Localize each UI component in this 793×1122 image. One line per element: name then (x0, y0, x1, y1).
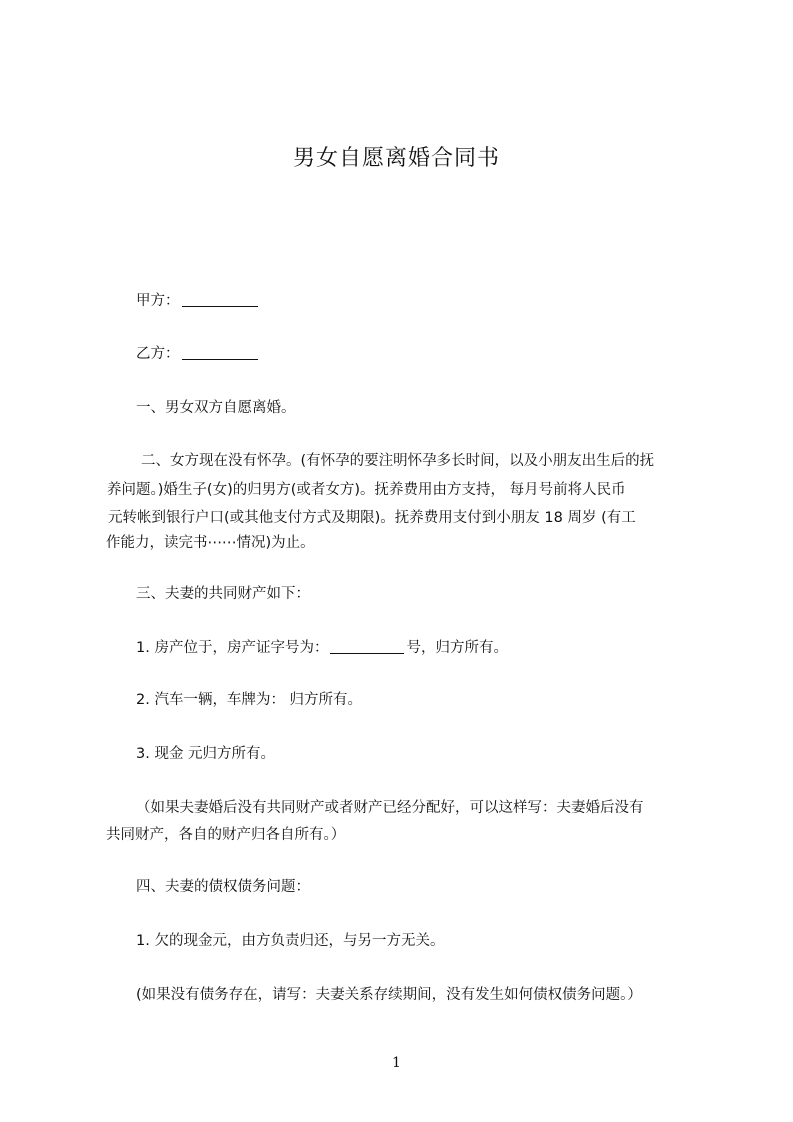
party-a-label: 甲方： (136, 293, 180, 309)
item-3-1-suffix: 号，归方所有。 (406, 640, 508, 656)
item-3-2: 2. 汽车一辆，车牌为： 归方所有。 (136, 692, 363, 708)
page-number: 1 (392, 1055, 401, 1071)
clause-2-line-2: 养问题。)婚生子(女)的归男方(或者女方)。抚养费用由方支持， 每月号前将人民币 (107, 482, 626, 498)
note-debt: (如果没有债务存在，请写：夫妻关系存续期间，没有发生如何债权债务问题。） (136, 987, 642, 1003)
note-property-line-1: （如果夫妻婚后没有共同财产或者财产已经分配好，可以这样写：夫妻婚后没有 (136, 800, 644, 816)
party-b-blank (182, 345, 258, 360)
clause-4-heading: 四、夫妻的债权债务问题： (136, 879, 310, 895)
note-property-line-2: 共同财产，各自的财产归各自所有。） (106, 827, 346, 843)
item-3-3: 3. 现金 元归方所有。 (136, 746, 276, 762)
clause-2-line-4: 作能力，读完书⋯⋯情况)为止。 (106, 535, 315, 551)
document-title: 男女自愿离婚合同书 (292, 146, 500, 171)
party-a-blank (182, 292, 258, 307)
item-3-1 (136, 637, 508, 660)
clause-2-line-1: 二、女方现在没有怀孕。(有怀孕的要注明怀孕多长时间，以及小朋友出生后的抚 (141, 453, 655, 469)
clause-3-heading: 三、夫妻的共同财产如下： (136, 586, 310, 602)
party-b-label: 乙方： (136, 346, 180, 362)
certificate-number-blank (330, 639, 404, 654)
item-4-1: 1. 欠的现金元，由方负责归还，与另一方无关。 (136, 933, 445, 949)
party-a-line (136, 290, 260, 313)
clause-1: 一、男女双方自愿离婚。 (136, 400, 296, 416)
item-3-1-prefix: 1. 房产位于，房产证字号为： (136, 640, 329, 656)
clause-2-line-3: 元转帐到银行户口(或其他支付方式及期限)。抚养费用支付到小朋友 18 周岁 (有工 (108, 510, 636, 526)
party-b-line (136, 343, 260, 366)
